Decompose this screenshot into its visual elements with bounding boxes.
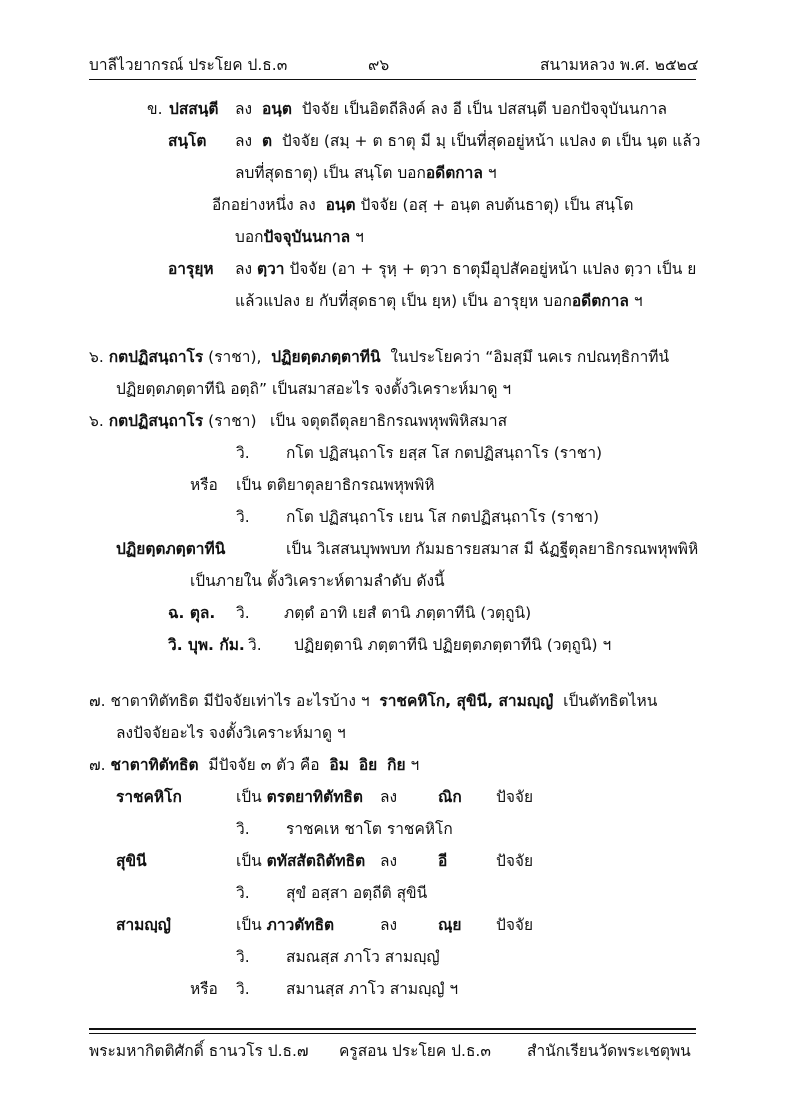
kha-line-7: [235, 291, 643, 311]
a7-or-text: สมานสฺส ภาโว สามญฺญํ ฯ: [286, 980, 459, 998]
kha-2-text-b: ปัจจัย (สมฺ + ต ธาตุ มี มฺ เป็นที่สุดอยู่หน้า แปลง ต เป็น นฺต แล้ว: [281, 132, 701, 150]
kha-7-end: ฯ: [633, 292, 643, 310]
kha-line-4: [212, 195, 633, 215]
a7-line-1: [89, 755, 419, 775]
a6-r2-label: วิ. บุพ. กัม.: [168, 636, 245, 654]
a7-row1-type: ตรตยาทิตัทธิต: [266, 788, 363, 806]
a6-vi2-text: กโต ปฏิสนฺถาโร เยน โส กตปฏิสนฺถาโร (ราชา): [286, 508, 600, 526]
kha-1-bold: อนฺต: [261, 100, 292, 118]
a7-row2-vi-text: สุขํ อสฺสา อตฺถีติ สุขินี: [286, 884, 428, 902]
a6-line-1: [89, 411, 508, 431]
footer-left: พระมหากิตติศักดิ์ ธานวโร ป.ธ.๗: [89, 1042, 309, 1060]
a7-row1-suffix: ณิก: [438, 788, 462, 806]
a7-row-3-vi: [236, 947, 440, 967]
kha-marker: ข.: [147, 100, 163, 118]
header-right: สนามหลวง พ.ศ. ๒๕๒๔: [540, 56, 699, 74]
a6-row-2: [168, 635, 612, 655]
a6-bold-1: กตปฏิสนฺถาโร: [108, 412, 204, 430]
kha-3-text-a: ลบที่สุดธาตุ) เป็น สนฺโต บอก: [235, 164, 426, 182]
a7-or-line: [190, 979, 459, 999]
a7-row1-vi-text: ราชคเห ชาโต ราชคหิโก: [286, 820, 453, 838]
kha-6-text-b: ปัจจัย (อา + รุหฺ + ตฺวา ธาตุมีอุปสัคอยู่หน้า แปลง ตฺวา เป็น ย: [289, 260, 697, 278]
a7-row1-lng: ลง: [380, 788, 398, 806]
a6-or-line: [190, 475, 435, 495]
kha-5-text-a: บอก: [235, 228, 264, 246]
header-rule: [89, 79, 696, 80]
a6-text-1: (ราชา): [208, 412, 257, 430]
a7-row3-pc: ปัจจัย: [496, 916, 534, 934]
a6-r1-label: ฉ. ตุล.: [168, 604, 216, 622]
header-left: บาลีไวยากรณ์ ประโยค ป.ธ.๓: [89, 56, 288, 74]
a7-row2-type: ตทัสสัตถิตัทธิต: [266, 852, 366, 870]
a6-or-label: หรือ: [190, 476, 218, 494]
a7-or-vi: วิ.: [236, 980, 250, 998]
a6-bold-2: ปฏิยตฺตภตฺตาทีนิ: [116, 540, 226, 558]
a7-bold-1: ชาตาทิตัทธิต: [110, 756, 199, 774]
kha-3-end: ฯ: [487, 164, 497, 182]
a7-end: ฯ: [410, 756, 420, 774]
a6-line-6: เป็นภายใน ตั้งวิเคราะห์ตามลำดับ ดังนี้: [190, 572, 445, 590]
q6-line-1: [89, 347, 669, 367]
a7-number: ๗.: [89, 756, 106, 774]
a7-row3-vi-text: สมณสฺส ภาโว สามญฺญํ: [286, 948, 440, 966]
a6-vi1-text: กโต ปฏิสนฺถาโร ยสฺส โส กตปฏิสนฺถาโร (ราชา): [286, 444, 603, 462]
term-santo: สนฺโต: [168, 132, 207, 150]
a6-number: ๖.: [89, 412, 104, 430]
a7-row-1-vi: [236, 819, 453, 839]
a6-r2-vi: วิ.: [248, 636, 262, 654]
q6-bold-1: กตปฏิสนฺถาโร: [108, 348, 204, 366]
a6-r1-text: ภตฺตํ อาทิ เยสํ ตานิ ภตฺตาทีนิ (วตฺถูนิ): [284, 604, 532, 622]
a6-or-text: เป็น ตติยาตุลยาธิกรณพหุพพิหิ: [236, 476, 435, 494]
q7-bold-1: ราชคหิโก, สุขินี, สามญฺญํ: [379, 692, 554, 710]
a7-row1-type-pre: เป็น: [236, 788, 262, 806]
footer-right: สำนักเรียนวัดพระเชตุพน: [527, 1042, 691, 1060]
a6-row-1: [168, 603, 532, 623]
kha-6-text-a: ลง: [235, 260, 253, 278]
q7-line-1: [89, 691, 657, 711]
q7-text-1: ชาตาทิตัทธิต มีปัจจัยเท่าไร อะไรบ้าง ฯ: [110, 692, 370, 710]
a7-row2-pc: ปัจจัย: [496, 852, 534, 870]
kha-4-text-b: ปัจจัย (อสฺ + อนฺต ลบต้นธาตุ) เป็น สนฺโต: [360, 196, 634, 214]
kha-line-1: [147, 99, 668, 119]
q6-line-2: ปฏิยตฺตภตฺตาทีนิ อตฺถิ” เป็นสมาสอะไร จงตั้งวิเคราะห์มาดู ฯ: [116, 380, 512, 398]
a7-row3-type-pre: เป็น: [236, 916, 262, 934]
q7-line-2: ลงปัจจัยอะไร จงตั้งวิเคราะห์มาดู ฯ: [116, 724, 346, 742]
a7-row3-lng: ลง: [380, 916, 398, 934]
kha-1-text-b: ปัจจัย เป็นอิตถีลิงค์ ลง อี เป็น ปสสนฺตี บอกปัจจุบันนกาล: [301, 100, 668, 118]
a6-r1-vi: วิ.: [236, 604, 250, 622]
q7-text-2: เป็นตัทธิตไหน: [563, 692, 658, 710]
a7-row2-word: สุขินี: [116, 852, 147, 870]
kha-4-text-a: อีกอย่างหนึ่ง ลง: [212, 196, 316, 214]
footer-rule-thin: [89, 1033, 696, 1034]
a6-text-1b: เป็น จตุตถีตุลยาธิกรณพหุพพิหิสมาส: [270, 412, 508, 430]
term-passanti: ปสสนฺตี: [169, 100, 219, 118]
q6-bold-2: ปฏิยตฺตภตฺตาทีนิ: [271, 348, 381, 366]
q7-number: ๗.: [89, 692, 106, 710]
kha-2-bold: ต: [261, 132, 273, 150]
a7-row-1: [116, 787, 534, 807]
kha-line-2: [168, 131, 701, 151]
a7-row2-type-pre: เป็น: [236, 852, 262, 870]
a7-row1-vi: วิ.: [236, 820, 250, 838]
kha-1-text-a: ลง: [235, 100, 253, 118]
a7-row1-pc: ปัจจัย: [496, 788, 534, 806]
kha-3-bold: อดีตกาล: [425, 164, 483, 182]
a6-text-2: เป็น วิเสสนบุพพบท กัมมธารยสมาส มี ฉัฏฐีตุลยาธิกรณพหุพพิหิ: [286, 540, 699, 558]
footer-center: ครูสอน ประโยค ป.ธ.๓: [339, 1042, 491, 1060]
kha-4-bold: อนฺต: [325, 196, 356, 214]
q6-text-1: (ราชา),: [208, 348, 262, 366]
a7-suffix-kiy: กิย: [387, 756, 406, 774]
q6-text-2: ในประโยคว่า “อิมสฺมึ นคเร กปณทฺธิกาทีนํ: [390, 348, 670, 366]
kha-5-bold: ปัจจุบันนกาล: [263, 228, 351, 246]
a6-r2-text: ปฏิยตฺตานิ ภตฺตาทีนิ ปฏิยตฺตภตฺตาทีนิ (วตฺถูนิ) ฯ: [294, 636, 612, 654]
a7-row-3: [116, 915, 534, 935]
a7-row1-word: ราชคหิโก: [116, 788, 182, 806]
a6-line-5: [116, 539, 699, 559]
kha-5-end: ฯ: [355, 228, 364, 246]
kha-2-text-a: ลง: [235, 132, 253, 150]
page-number: ๙๖: [368, 56, 390, 74]
kha-line-3: [235, 163, 497, 183]
a6-vi-1: [236, 443, 603, 463]
a7-suffix-iy: อิย: [358, 756, 378, 774]
kha-7-text-a: แล้วแปลง ย กับที่สุดธาตุ เป็น ยฺห) เป็น อารุยฺห บอก: [235, 292, 572, 310]
kha-line-5: [235, 227, 364, 247]
a7-row2-suffix: อี: [438, 852, 448, 870]
a6-vi1-label: วิ.: [236, 444, 250, 462]
term-aruyha: อารุยฺห: [168, 260, 214, 278]
a7-suffix-im: อิม: [329, 756, 349, 774]
a7-row2-lng: ลง: [380, 852, 398, 870]
a7-or-label: หรือ: [190, 980, 218, 998]
a7-row2-vi: วิ.: [236, 884, 250, 902]
a7-text-1: มีปัจจัย ๓ ตัว คือ: [208, 756, 320, 774]
a6-vi-2: [236, 507, 600, 527]
a7-row3-suffix: ณฺย: [438, 916, 462, 934]
a7-row3-type: ภาวตัทธิต: [266, 916, 335, 934]
kha-6-bold: ตฺวา: [257, 260, 285, 278]
kha-7-bold: อดีตกาล: [571, 292, 629, 310]
a7-row3-word: สามญฺญํ: [116, 916, 171, 934]
footer-rule-thick: [89, 1028, 696, 1030]
a7-row-2: [116, 851, 534, 871]
a7-row3-vi: วิ.: [236, 948, 250, 966]
kha-line-6: [168, 259, 697, 279]
a7-row-2-vi: [236, 883, 428, 903]
a6-vi2-label: วิ.: [236, 508, 250, 526]
q6-number: ๖.: [89, 348, 104, 366]
